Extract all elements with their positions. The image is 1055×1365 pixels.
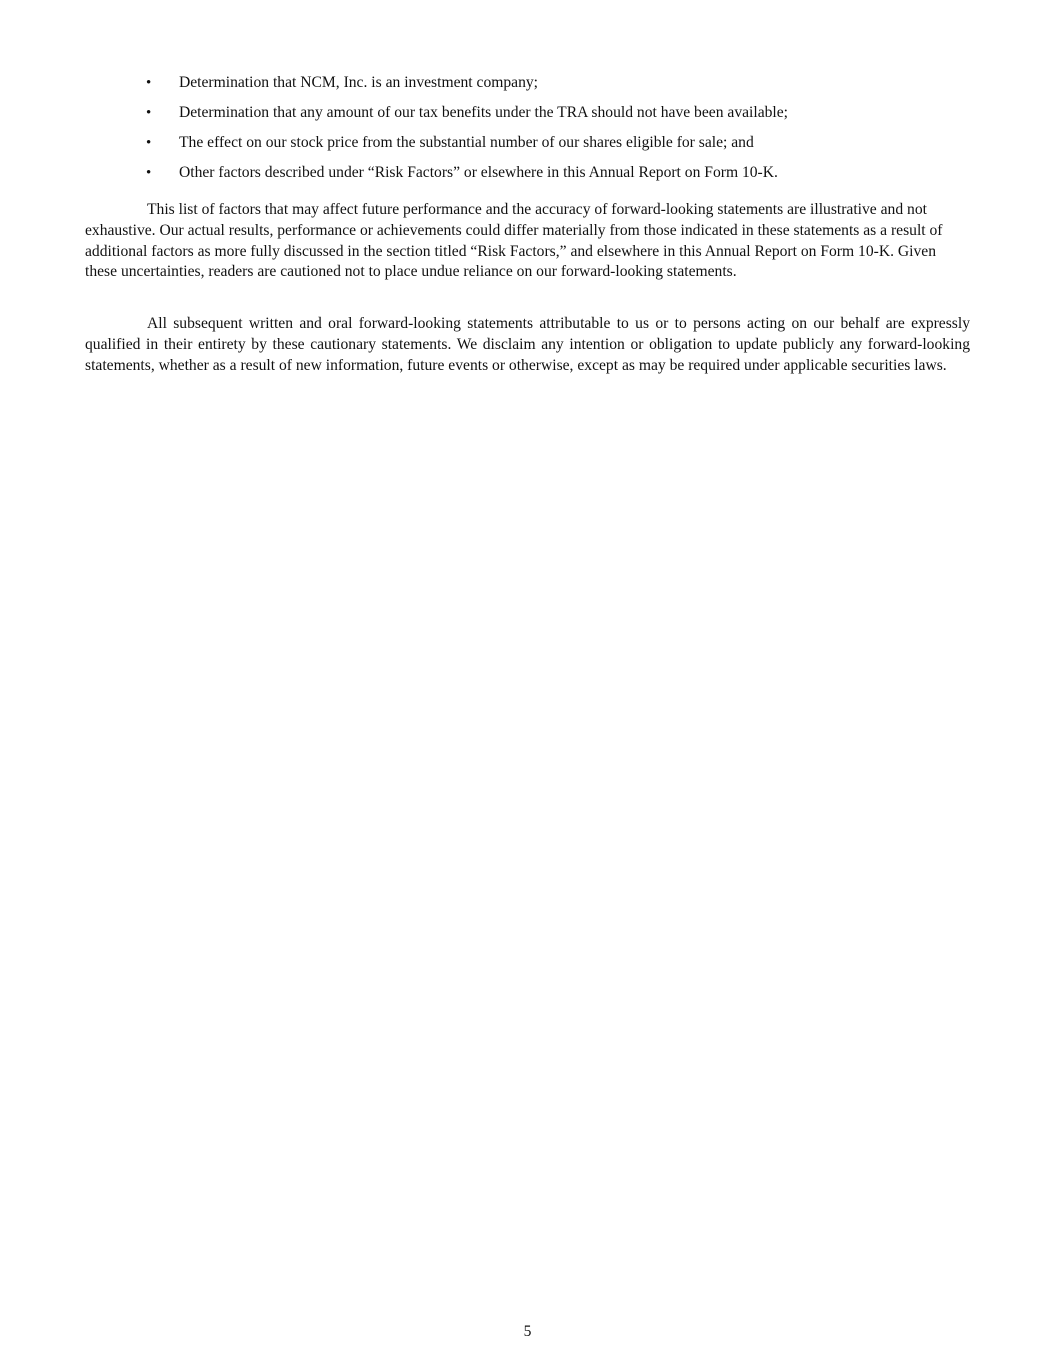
list-item [0, 162, 1055, 192]
page-number: 5 [523, 1323, 532, 1340]
bullet-icon: • [146, 165, 152, 181]
list-item [0, 72, 1055, 102]
list-item-text: The effect on our stock price from the substantial number of our shares eligible for sale; and [179, 134, 754, 151]
list-item-text: Other factors described under “Risk Factors” or elsewhere in this Annual Report on Form 10-K. [179, 164, 778, 181]
list-item-text: Determination that any amount of our tax benefits under the TRA should not have been available; [179, 104, 789, 121]
list-item-text: Determination that NCM, Inc. is an investment company; [179, 74, 539, 91]
bullet-icon: • [146, 105, 152, 121]
bullet-icon: • [146, 135, 152, 151]
paragraph-cautionary-statement: All subsequent written and oral forward-looking statements attributable to us or to persons acting on our behalf are expressly qualified in their entirety by these cautionary statements. We disclaim any intention or obligation to update publicly any forward-looking statements, whether as a result of new information, future events or otherwise, except as may be required under applicable securities laws. [85, 315, 970, 374]
list-item [0, 132, 1055, 162]
risk-factor-list [0, 72, 1055, 192]
paragraph-factors-disclaimer: This list of factors that may affect future performance and the accuracy of forward-looking statements are illustrative and not exhaustive. Our actual results, performance or achievements could differ materially from those indicated in these statements as a result of additional factors as more fully discussed in the section titled “Risk Factors,” and elsewhere in this Annual Report on Form 10-K. Given these uncertainties, readers are cautioned not to place undue reliance on our forward-looking statements. [85, 201, 943, 281]
bullet-icon: • [146, 75, 152, 91]
list-item [0, 102, 1055, 132]
